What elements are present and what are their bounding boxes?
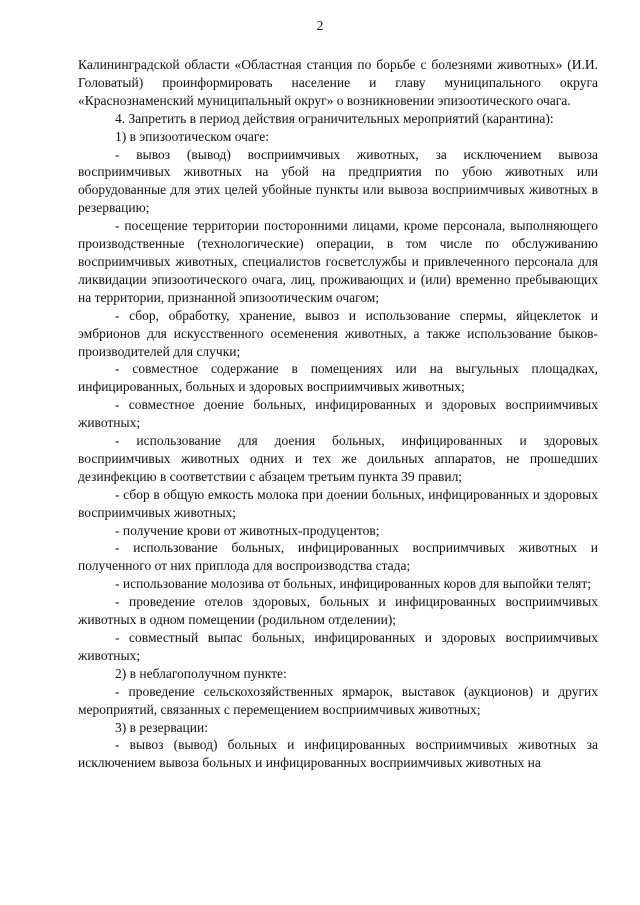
paragraph: 4. Запретить в период действия ограничительных мероприятий (карантина): xyxy=(115,110,554,126)
paragraph: 1) в эпизоотическом очаге: xyxy=(115,128,269,144)
paragraph: - сбор, обработку, хранение, вывоз и использование спермы, яйцеклеток и эмбрионов для искусственного осеменения животных, а также использование быков-производителей для случки; xyxy=(78,307,598,359)
paragraph: 3) в резервации: xyxy=(115,719,208,735)
paragraph: - использование больных, инфицированных восприимчивых животных и полученного от них приплода для воспроизводства стада; xyxy=(78,540,598,574)
paragraph: - сбор в общую емкость молока при доении больных, инфицированных и здоровых восприимчивых животных; xyxy=(78,486,598,520)
paragraph: - вывоз (вывод) больных и инфицированных восприимчивых животных за исключением вывоза больных и инфицированных восприимчивых животных на xyxy=(78,737,598,771)
paragraph: - использование для доения больных, инфицированных и здоровых восприимчивых животных одних и тех же доильных аппаратов, не прошедших дезинфекцию в соответствии с абзацем третьим пункта 39 правил; xyxy=(78,433,598,484)
document-body xyxy=(78,56,598,772)
paragraph: - получение крови от животных-продуцентов; xyxy=(115,522,380,538)
paragraph: 2) в неблагополучном пункте: xyxy=(115,665,287,681)
page-number: 2 xyxy=(316,18,324,33)
paragraph: - посещение территории посторонними лицами, кроме персонала, выполняющего производственные (технологические) операции, в том числе по обслуживанию восприимчивых животных, специалистов госветслужбы и привлеченного персонала для ликвидации эпизоотического очага, лиц, проживающих и (или) временно пребывающих на территории, признанной эпизоотическим очагом; xyxy=(78,218,598,305)
paragraph: Калининградской области «Областная станция по борьбе с болезнями животных» (И.И. Головатый) проинформировать население и главу муниципального округа «Краснознаменский муниципальный округ» о возникновении эпизоотического очага. xyxy=(78,57,598,108)
paragraph: - проведение отелов здоровых, больных и инфицированных восприимчивых животных в одном помещении (родильном отделении); xyxy=(78,594,598,628)
paragraph: - совместное доение больных, инфицированных и здоровых восприимчивых животных; xyxy=(78,397,598,431)
paragraph: - использование молозива от больных, инфицированных коров для выпойки телят; xyxy=(115,576,592,592)
paragraph: - совместный выпас больных, инфицированных и здоровых восприимчивых животных; xyxy=(78,630,598,663)
paragraph: - вывоз (вывод) восприимчивых животных, за исключением вывоза восприимчивых животных на убой на предприятия по убою животных или оборудованные для этих целей убойные пункты или вывоза восприимчивых животных в резервацию; xyxy=(78,146,598,216)
paragraph: - проведение сельскохозяйственных ярмарок, выставок (аукционов) и других мероприятий, связанных с перемещением восприимчивых животных; xyxy=(78,683,598,717)
paragraph: - совместное содержание в помещениях или на выгульных площадках, инфицированных, больных и здоровых восприимчивых животных; xyxy=(78,361,598,395)
